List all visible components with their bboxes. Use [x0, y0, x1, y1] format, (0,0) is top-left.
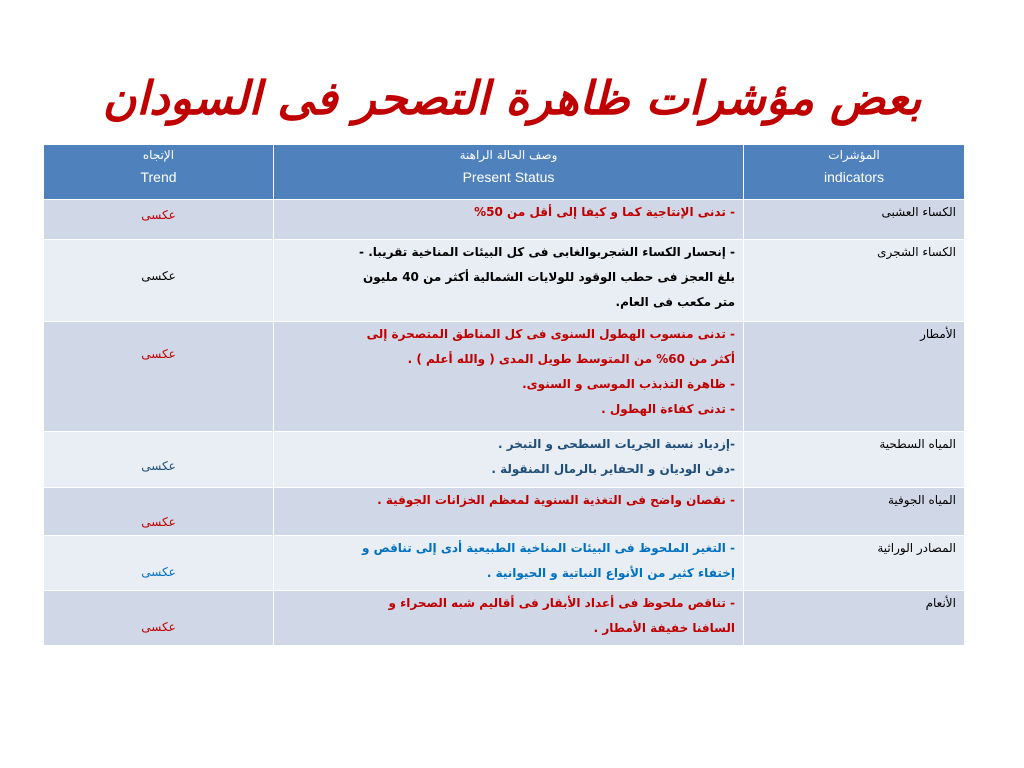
indicator-cell: الكساء الشجرى: [744, 240, 965, 322]
status-line: - تدنى منسوب الهطول السنوى فى كل المناطق المتصحرة إلى: [366, 327, 735, 341]
indicator-cell: الأمطار: [744, 322, 965, 432]
status-line: - تدنى كفاءة الهطول .: [601, 402, 735, 416]
header-status: [274, 145, 744, 200]
header-indicators-en: indicators: [824, 169, 884, 185]
header-indicators-ar: المؤشرات: [828, 148, 880, 162]
status-line: - تدنى الإنتاجية كما و كيفا إلى أقل من 50%: [474, 205, 735, 219]
header-indicators: [744, 145, 965, 200]
header-trend-en: Trend: [140, 169, 177, 185]
table-row: [44, 240, 965, 322]
status-cell: [274, 432, 744, 488]
status-cell: [274, 240, 744, 322]
table-row: [44, 200, 965, 240]
status-cell: [274, 322, 744, 432]
indicators-table: [43, 144, 965, 646]
status-cell: [274, 488, 744, 536]
status-line: - إنحسار الكساء الشجربوالغابى فى كل البيئات المناخية تقريبا. -: [359, 245, 735, 259]
status-line: بلغ العجز فى حطب الوقود للولايات الشمالية أكثر من 40 مليون: [363, 270, 735, 284]
table-row: [44, 536, 965, 591]
trend-cell: عكسى: [44, 322, 274, 432]
status-line: إختفاء كثير من الأنواع النباتية و الحيوانية .: [486, 566, 735, 580]
status-line: -دفن الوديان و الحفاير بالرمال المنقولة .: [491, 462, 735, 476]
status-line: -إزدياد نسبة الجريات السطحى و التبخر .: [498, 437, 735, 451]
status-cell: [274, 536, 744, 591]
indicator-cell: الكساء العشبى: [744, 200, 965, 240]
status-line: - تناقص ملحوظ فى أعداد الأبقار فى أقاليم شبه الصحراء و: [388, 596, 735, 610]
status-cell: [274, 591, 744, 646]
status-line: أكثر من 60% من المتوسط طويل المدى ( والله أعلم ) .: [407, 352, 735, 366]
table-row: [44, 432, 965, 488]
header-trend-ar: الإتجاه: [142, 148, 175, 162]
table-row: [44, 488, 965, 536]
table-body: [44, 200, 965, 646]
trend-cell: عكسى: [44, 240, 274, 322]
status-line: - ظاهرة التذبذب الموسى و السنوى.: [522, 377, 735, 391]
header-status-ar: وصف الحالة الراهنة: [459, 148, 558, 162]
trend-cell: عكسى: [44, 432, 274, 488]
status-line: - نقصان واضح فى التغذية السنوية لمعظم الخزانات الجوفية .: [377, 493, 735, 507]
slide-title: بعض مؤشرات ظاهرة التصحر فى السودان: [102, 71, 922, 125]
table-header: [44, 145, 965, 200]
indicator-cell: المصادر الوراثية: [744, 536, 965, 591]
status-line: - التغير الملحوظ فى البيئات المناخية الطبيعية أدى إلى تناقص و: [361, 541, 735, 555]
status-line: السافنا خفيفة الأمطار .: [593, 621, 735, 635]
table-row: [44, 591, 965, 646]
header-status-en: Present Status: [462, 169, 555, 185]
status-line: متر مكعب فى العام.: [615, 295, 735, 309]
indicator-cell: المياه السطحية: [744, 432, 965, 488]
trend-cell: عكسى: [44, 536, 274, 591]
trend-cell: عكسى: [44, 488, 274, 536]
indicator-cell: الأنعام: [744, 591, 965, 646]
trend-cell: عكسى: [44, 591, 274, 646]
indicator-cell: المياه الجوفية: [744, 488, 965, 536]
table-row: [44, 322, 965, 432]
status-cell: [274, 200, 744, 240]
header-trend: [44, 145, 274, 200]
trend-cell: عكسى: [44, 200, 274, 240]
